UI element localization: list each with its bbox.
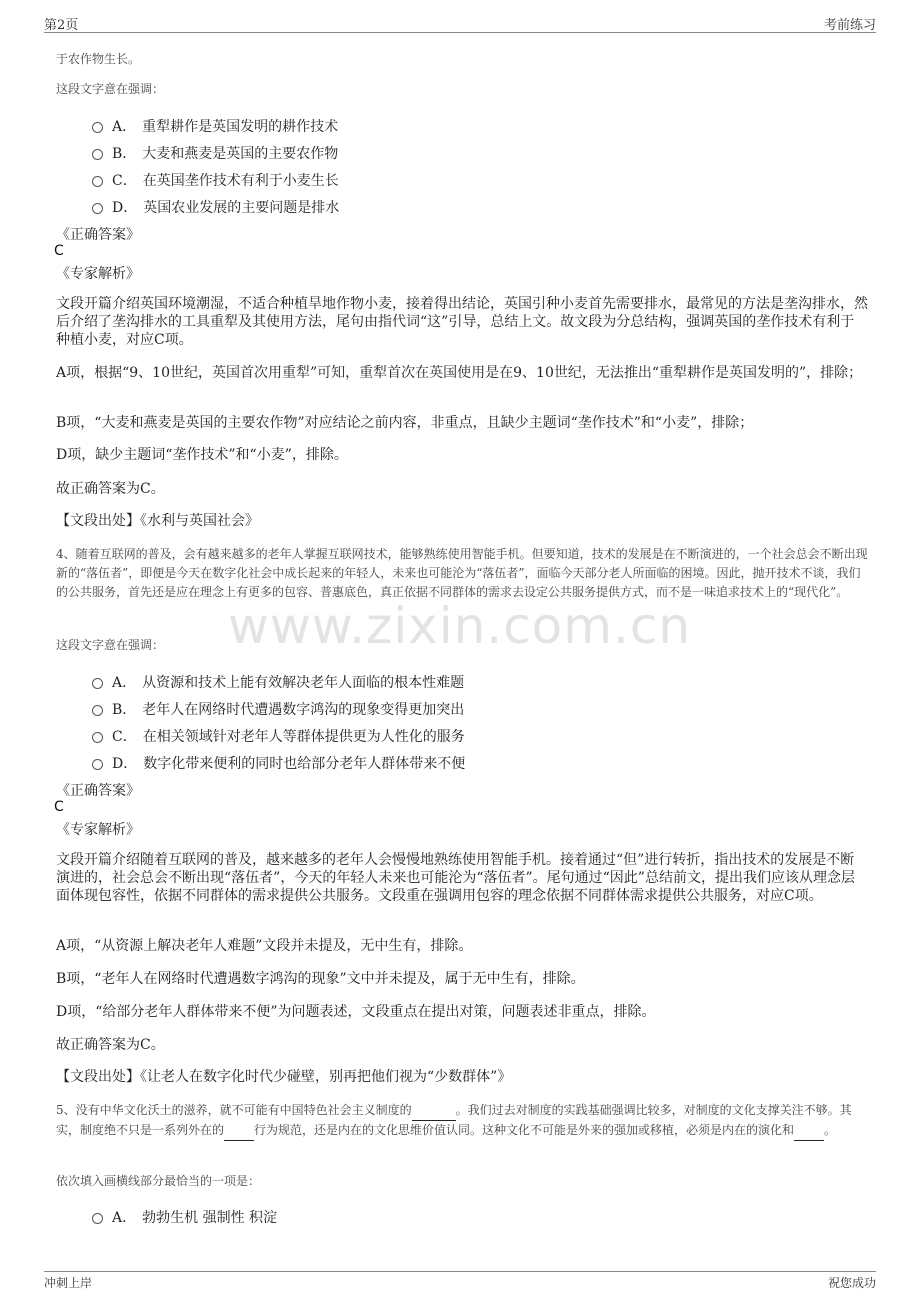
- q5-blank-3: [794, 1121, 824, 1141]
- q3-source: 【文段出处】《水利与英国社会》: [56, 513, 259, 529]
- radio-icon[interactable]: [92, 122, 103, 133]
- q4-analysis-a: A项，“从资源上解决老年人难题”文段并未提及，无中生有，排除。: [56, 938, 473, 954]
- radio-icon[interactable]: [92, 176, 103, 187]
- page-header: [44, 12, 876, 33]
- q4-option-d[interactable]: D． 数字化带来便利的同时也给部分老年人群体带来不便: [92, 753, 465, 773]
- radio-icon[interactable]: [92, 759, 103, 770]
- header-title: 考前练习: [823, 18, 876, 33]
- radio-icon[interactable]: [92, 705, 103, 716]
- footer-right-text: 祝您成功: [827, 1276, 876, 1290]
- q4-option-b[interactable]: B． 老年人在网络时代遭遇数字鸿沟的现象变得更加突出: [92, 699, 464, 719]
- page-number: 第2页: [44, 18, 79, 33]
- radio-icon[interactable]: [92, 732, 103, 743]
- q3-option-d[interactable]: D． 英国农业发展的主要问题是排水: [92, 197, 339, 217]
- q3-option-c[interactable]: C． 在英国垄作技术有利于小麦生长: [92, 170, 339, 190]
- radio-icon[interactable]: [92, 1213, 103, 1224]
- q3-answer-label: 《正确答案》: [56, 227, 140, 243]
- q4-answer-label: 《正确答案》: [56, 783, 140, 799]
- q3-analysis-a: A项，根据“9、10世纪，英国首次用重犁”可知，重犁首次在英国使用是在9、10世纪，无法推出“重犁耕作是英国发明的”，排除；: [56, 365, 863, 381]
- q3-prompt: 这段文字意在强调：: [56, 82, 165, 96]
- q5-blank-2: [224, 1121, 254, 1141]
- q3-analysis-label: 《专家解析》: [56, 266, 140, 282]
- footer-left-text: 冲刺上岸: [44, 1276, 93, 1290]
- q4-conclusion: 故正确答案为C。: [56, 1037, 165, 1053]
- q3-analysis-b: B项，“大麦和燕麦是英国的主要农作物”对应结论之前内容，非重点，且缺少主题词“垄作技术”和“小麦”，排除；: [56, 415, 754, 431]
- radio-icon[interactable]: [92, 149, 103, 160]
- q4-analysis-b: B项，“老年人在网络时代遭遇数字鸿沟的现象”文中并未提及，属于无中生有，排除。: [56, 971, 585, 987]
- q3-option-b[interactable]: B． 大麦和燕麦是英国的主要农作物: [92, 143, 338, 163]
- q5-stem: 5、没有中华文化沃土的滋养，就不可能有中国特色社会主义制度的 。我们过去对制度的实践基础强调比较多，对制度的文化支撑关注不够。其实，制度绝不只是一系列外在的 行为规范，还是内在的文化思维价值认同。这种文化不可能是外来的强加或移植，必须是内在的演化和 。: [56, 1101, 868, 1141]
- q3-stem-tail: 于农作物生长。: [56, 52, 141, 66]
- q4-answer: C: [54, 799, 64, 815]
- q5-option-a[interactable]: A． 勃勃生机 强制性 积淀: [92, 1207, 277, 1227]
- q3-answer: C: [54, 243, 64, 259]
- watermark: www.zixin.com.cn: [228, 597, 692, 655]
- q5-prompt: 依次填入画横线部分最恰当的一项是：: [56, 1174, 261, 1188]
- q3-analysis-d: D项，缺少主题词“垄作技术”和“小麦”，排除。: [56, 447, 348, 463]
- page-footer: [44, 1271, 876, 1292]
- q4-analysis-d: D项，“给部分老年人群体带来不便”为问题表述，文段重点在提出对策，问题表述非重点，排除。: [56, 1004, 656, 1020]
- q4-analysis-paragraph: 文段开篇介绍随着互联网的普及，越来越多的老年人会慢慢地熟练使用智能手机。接着通过“但”进行转折，指出技术的发展是不断演进的，社会总会不断出现“落伍者”，今天的年轻人未来也可能沦为“落伍者”。尾句通过“因此”总结前文，提出我们应该从理念层面体现包容性，依据不同群体的需求提供公共服务。文段重在强调用包容的理念依据不同群体需求提供公共服务，对应C项。: [56, 852, 855, 904]
- q3-option-a[interactable]: A． 重犁耕作是英国发明的耕作技术: [92, 116, 338, 136]
- q5-blank-1: [412, 1101, 456, 1121]
- q4-option-c[interactable]: C． 在相关领域针对老年人等群体提供更为人性化的服务: [92, 726, 465, 746]
- q4-source: 【文段出处】《让老人在数字化时代少碰壁，别再把他们视为“少数群体”》: [56, 1069, 512, 1085]
- q3-conclusion: 故正确答案为C。: [56, 481, 165, 497]
- q4-option-a[interactable]: A． 从资源和技术上能有效解决老年人面临的根本性难题: [92, 672, 464, 692]
- q3-analysis-paragraph: 文段开篇介绍英国环境潮湿，不适合种植旱地作物小麦，接着得出结论，英国引种小麦首先需要排水，最常见的方法是垄沟排水，然后介绍了垄沟排水的工具重犁及其使用方法，尾句由指代词“这”引导，总结上文。故文段为分总结构，强调英国的垄作技术有利于种植小麦，对应C项。: [56, 296, 868, 348]
- q4-stem: 4、随着互联网的普及，会有越来越多的老年人掌握互联网技术，能够熟练使用智能手机。但要知道，技术的发展是在不断演进的，一个社会总会不断出现新的“落伍者”，即便是今天在数字化社会中成长起来的年轻人，未来也可能沦为“落伍者”，面临今天部分老人所面临的困境。因此，抛开技术不谈，我们的公共服务，首先还是应在理念上有更多的包容、普惠底色，真正依据不同群体的需求去设定公共服务提供方式，而不是一味追求技术上的“现代化”。: [56, 547, 868, 599]
- radio-icon[interactable]: [92, 678, 103, 689]
- q4-analysis-label: 《专家解析》: [56, 822, 140, 838]
- q4-prompt: 这段文字意在强调：: [56, 638, 165, 652]
- radio-icon[interactable]: [92, 203, 103, 214]
